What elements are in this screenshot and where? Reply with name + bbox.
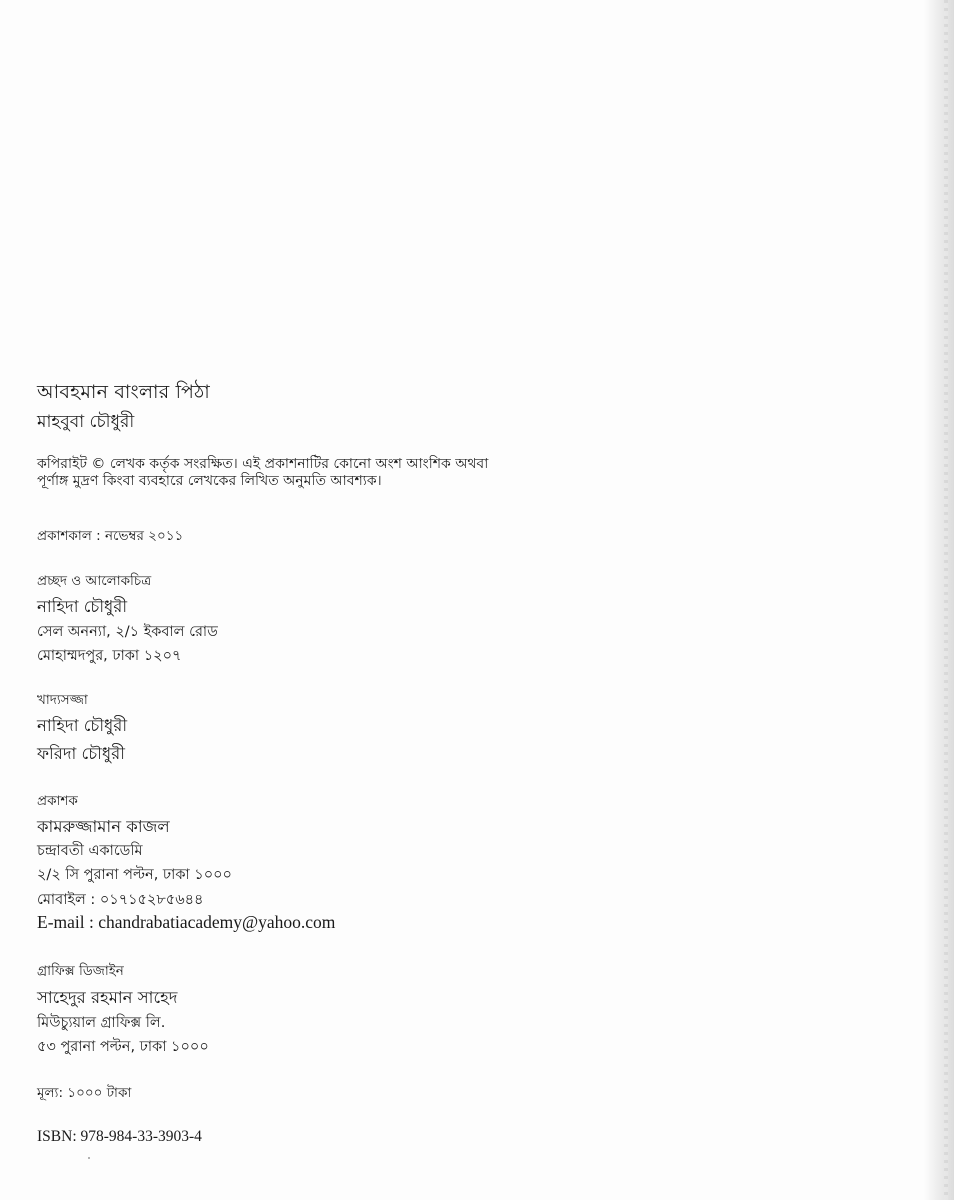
- page-spine-streak: [944, 0, 948, 1200]
- graphic-design-label: গ্রাফিক্স ডিজাইন: [37, 963, 124, 979]
- food-styling-name-2: ফরিদা চৌধুরী: [37, 744, 125, 763]
- publisher-org: চন্দ্রাবতী একাডেমি: [37, 843, 143, 859]
- publisher-name: কামরুজ্জামান কাজল: [37, 817, 170, 836]
- cover-photo-address-2: মোহাম্মদপুর, ঢাকা ১২০৭: [37, 648, 182, 664]
- price: মূল্য: ১০০০ টাকা: [37, 1085, 132, 1101]
- food-styling-name-1: নাহিদা চৌধুরী: [37, 716, 128, 735]
- publisher-label: প্রকাশক: [37, 793, 78, 809]
- paper-speck: [88, 1157, 90, 1159]
- page-spine-shadow: [924, 0, 954, 1200]
- publisher-address: ২/২ সি পুরানা পল্টন, ঢাকা ১০০০: [37, 867, 232, 883]
- copyright-line-1: কপিরাইট © লেখক কর্তৃক সংরক্ষিত। এই প্রকাশনাটির কোনো অংশ আংশিক অথবা: [37, 456, 489, 472]
- copyright-notice: [37, 456, 488, 490]
- copyright-line-2: পূর্ণাঙ্গ মুদ্রণ কিংবা ব্যবহারে লেখকের লিখিত অনুমতি আবশ্যক।: [37, 472, 382, 489]
- publisher-email: E-mail : chandrabatiacademy@yahoo.com: [37, 912, 336, 932]
- isbn: ISBN: 978-984-33-3903-4: [37, 1128, 202, 1145]
- publication-date: প্রকাশকাল : নভেম্বর ২০১১: [37, 528, 184, 544]
- cover-photo-label: প্রচ্ছদ ও আলোকচিত্র: [37, 573, 152, 589]
- cover-photo-address-1: সেল অনন্যা, ২/১ ইকবাল রোড: [37, 624, 218, 640]
- graphic-design-name: সাহেদুর রহমান সাহেদ: [37, 988, 178, 1007]
- book-title: আবহমান বাংলার পিঠা: [37, 381, 210, 403]
- graphic-design-company: মিউচ্যুয়াল গ্রাফিক্স লি.: [37, 1015, 166, 1031]
- food-styling-label: খাদ্যসজ্জা: [37, 692, 88, 708]
- publisher-mobile: মোবাইল : ০১৭১৫২৮৫৬৪৪: [37, 892, 204, 908]
- graphic-design-address: ৫৩ পুরানা পল্টন, ঢাকা ১০০০: [37, 1039, 209, 1055]
- cover-photo-name: নাহিদা চৌধুরী: [37, 597, 128, 616]
- book-author: মাহবুবা চৌধুরী: [37, 412, 135, 432]
